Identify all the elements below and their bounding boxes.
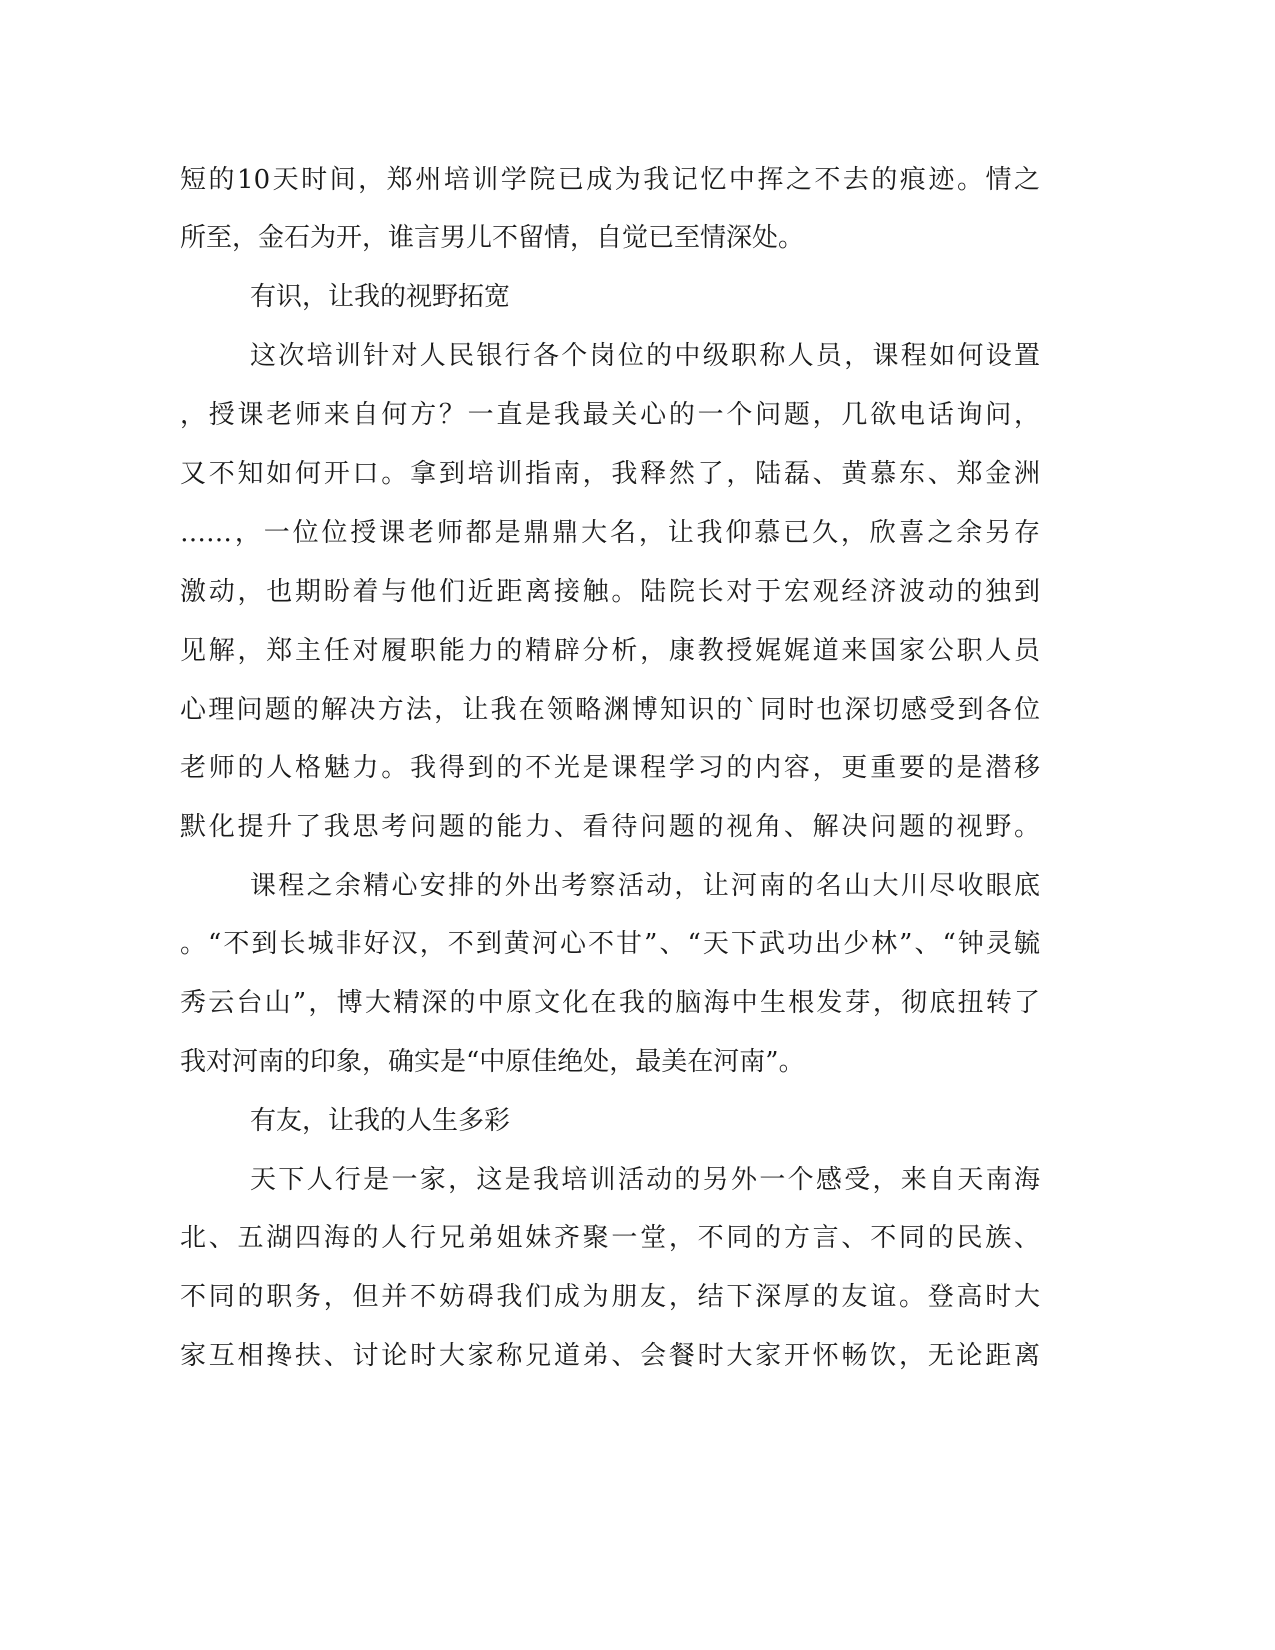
body-line: 激动，也期盼着与他们近距离接触。陆院长对于宏观经济波动的独到: [180, 577, 1040, 607]
body-line: 见解，郑主任对履职能力的精辟分析，康教授娓娓道来国家公职人员: [180, 636, 1040, 666]
body-line: 短的10天时间，郑州培训学院已成为我记忆中挥之不去的痕迹。情之: [180, 165, 1040, 195]
section-heading: 有识，让我的视野拓宽: [250, 282, 511, 312]
body-line: 心理问题的解决方法，让我在领略渊博知识的`同时也深切感受到各位: [180, 695, 1040, 725]
body-line: 北、五湖四海的人行兄弟姐妹齐聚一堂，不同的方言、不同的民族、: [180, 1223, 1040, 1253]
body-line: 天下人行是一家，这是我培训活动的另外一个感受，来自天南海: [250, 1165, 1040, 1195]
body-line: 又不知如何开口。拿到培训指南，我释然了，陆磊、黄慕东、郑金洲: [180, 459, 1040, 489]
body-line: 。“不到长城非好汉，不到黄河心不甘”、“天下武功出少林”、“钟灵毓: [180, 929, 1040, 959]
body-line: 课程之余精心安排的外出考察活动，让河南的名山大川尽收眼底: [250, 871, 1040, 901]
body-line: 家互相搀扶、讨论时大家称兄道弟、会餐时大家开怀畅饮，无论距离: [180, 1341, 1040, 1371]
body-line: 这次培训针对人民银行各个岗位的中级职称人员，课程如何设置: [250, 341, 1040, 371]
body-line: 老师的人格魅力。我得到的不光是课程学习的内容，更重要的是潜移: [180, 753, 1040, 783]
body-line: ，授课老师来自何方？一直是我最关心的一个问题，几欲电话询问，: [180, 400, 1040, 430]
body-line: 默化提升了我思考问题的能力、看待问题的视角、解决问题的视野。: [180, 812, 1040, 842]
body-line: 所至，金石为开，谁言男儿不留情，自觉已至情深处。: [180, 223, 805, 253]
section-heading: 有友，让我的人生多彩: [250, 1106, 511, 1136]
body-line: 我对河南的印象，确实是“中原佳绝处，最美在河南”。: [180, 1047, 805, 1077]
body-line: 不同的职务，但并不妨碍我们成为朋友，结下深厚的友谊。登高时大: [180, 1282, 1040, 1312]
body-line: 秀云台山”，博大精深的中原文化在我的脑海中生根发芽，彻底扭转了: [180, 988, 1040, 1018]
body-line: ……，一位位授课老师都是鼎鼎大名，让我仰慕已久，欣喜之余另存: [180, 518, 1040, 548]
